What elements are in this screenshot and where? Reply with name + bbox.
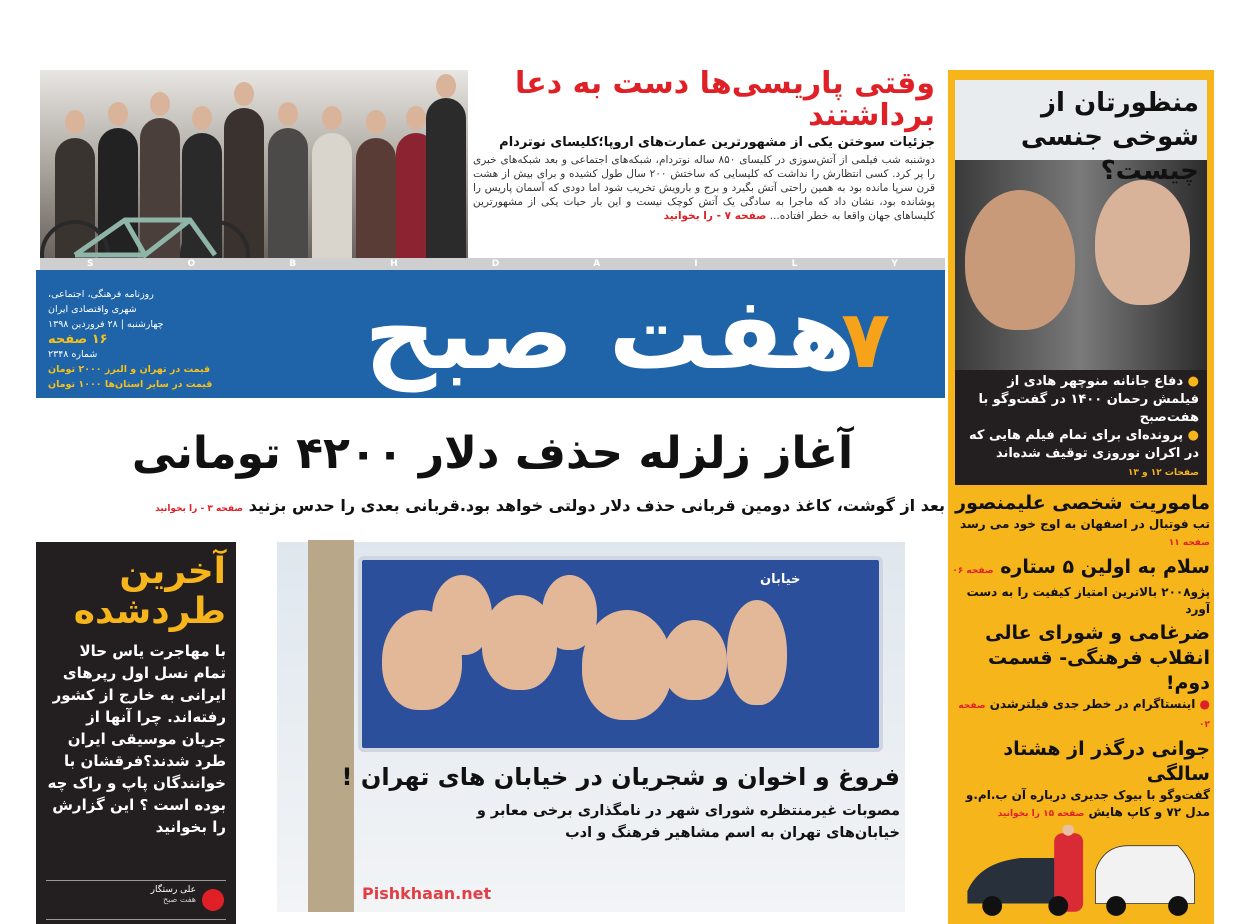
sign-label: خیابان [760,572,801,587]
cartoon-headline[interactable]: فروغ و اخوان و شجریان در خیابان های تهران ! [341,763,900,791]
author-byline [46,880,226,920]
page-ref[interactable]: صفحه ۱۵ را بخوانید [997,809,1085,819]
rap-story-body: با مهاجرت یاس حالا تمام نسل اول رپرهای ایرانی به خارج از کشور رفته‌اند. چرا آنها از جریان موسیقی ایران طرد شدند؟فرقشان با خوانندگان پاپ و راک چه بوده است ؟ این گزارش را بخوانید [47,642,226,836]
strip-letter: S [87,259,94,269]
info-line: شهری واقتصادی ایران [48,304,137,315]
strip-letter: D [491,259,500,269]
rap-story-title[interactable]: آخرین طردشده [73,551,226,632]
strip-letter: B [289,259,297,269]
feature-bullet: ● دفاع جانانه منوچهر هادی از فیلمش رحمان ۱۴۰۰ در گفت‌وگو با هفت‌صبح [978,374,1199,425]
page-ref[interactable]: صفحه ۰۶ [952,566,994,576]
bullet-text: دفاع جانانه منوچهر هادی از فیلمش رحمان ۱۴۰۰ در گفت‌وگو با هفت‌صبح [978,374,1199,425]
feature-bullet: ● پرونده‌ای برای تمام فیلم هایی که در اکران نوروزی توقیف شده‌اند صفحات ۱۲ و ۱۳ [968,428,1199,478]
feature-box [955,80,1207,370]
price-tehran: قیمت در تهران و البرز ۲۰۰۰ تومان [48,364,211,375]
author-publication: هفت صبح [162,895,196,904]
subhead-read-more-link[interactable]: صفحه ۳ - را بخوانید [155,504,244,514]
page-ref[interactable]: صفحه ۰۲ [958,701,1210,730]
watermark: Pishkhaan.net [362,884,492,903]
story-sub: ● اینستاگرام در خطر جدی فیلترشدن صفحه ۰۲ [958,697,1210,730]
paris-body [473,153,935,223]
logo-number: ۷ [841,293,890,386]
strip-letter: A [593,259,601,269]
main-headline[interactable]: آغاز زلزله حذف دلار ۴۲۰۰ تومانی [131,428,854,479]
story-sub [952,787,1210,823]
strip-letter: I [694,259,698,269]
issue-date: چهارشنبه | ۲۸ فروردین ۱۳۹۸ [48,319,164,330]
story-sub-text: گفت‌وگو با بیوک جدیری درباره آن ب.ام.و مدل ۷۲ و کاپ هایش [965,788,1210,819]
story-sub-text: تب فوتبال در اصفهان به اوج خود می رسد [960,517,1210,531]
strip-letter: H [390,259,398,269]
main-subhead [40,496,945,519]
story-title[interactable]: جوانی درگذر از هشتاد سالگی [1003,738,1210,785]
paris-subtitle: جزئیات سوختن یکی از مشهورترین عمارت‌های اروپا؛کلیسای نوتردام [499,135,935,150]
rap-story-box [36,542,236,924]
strip-letter: Y [891,259,898,269]
story-sub-text: اینستاگرام در خطر جدی فیلترشدن [989,697,1196,711]
strip-letter: O [187,259,196,269]
issue-number: شماره ۲۳۴۸ [48,349,98,360]
story-title[interactable]: ضرغامی و شورای عالی انقلاب فرهنگی- قسمت دوم! [985,622,1210,694]
cars-image [952,825,1210,920]
story-title-text: سلام به اولین ۵ ستاره [1000,556,1210,578]
subhead-text: بعد از گوشت، کاغذ دومین قربانی حذف دلار دولتی خواهد بود.قربانی بعدی را حدس بزنید [248,496,945,515]
right-sidebar-content [952,80,1210,920]
story-title[interactable]: ماموریت شخصی علیمنصور [955,492,1210,514]
newspaper-logo[interactable]: هفت صبح [364,275,856,392]
right-stories [952,491,1210,823]
street-sign [358,556,883,752]
story-sub [952,516,1210,552]
author-name: علی رستگار [150,885,196,895]
sign-pole [308,540,354,912]
page-ref[interactable]: صفحه ۱۱ [1168,538,1210,548]
story-sub: پژو۲۰۰۸ بالاترین امتیاز کیفیت را به دست آورد [966,585,1210,616]
feature-title[interactable]: منظورتان از شوخی جنسی چیست؟ [1020,88,1199,186]
strip-letter: L [791,259,798,269]
cartoon-subtitle: مصوبات غیرمنتظره شورای شهر در نامگذاری برخی معابر و خیابان‌های تهران به اسم مشاهیر فرهنگ و ادب [476,803,900,841]
bullet-text: پرونده‌ای برای تمام فیلم هایی که در اکران نوروزی توقیف شده‌اند [968,428,1199,461]
paris-body-text: دوشنبه شب فیلمی از آتش‌سوزی در کلیسای ۸۵۰ ساله نوتردام، شبکه‌های اجتماعی و بعد شبکه‌های خبری را پر کرد. کسی انتظارش را نداشت که کلیسایی که ساختش ۲۰۰ سال طول کشیده و برای بیش از هشت قرن سرپا مانده بود به همین راحتی آتش بگیرد و برج و بارویش تخریب شود اما دودی که آسمان پاریس را پوشانده بود، نشان داد که ماجرا به سادگی یک آتش کوچک نیست و این بار حیات یکی از مشهورترین کلیساهای جهان واقعا به خطر افتاده... [473,154,936,222]
story-title[interactable] [952,555,1210,584]
page-count: ۱۶ صفحه [48,332,108,347]
price-other: قیمت در سایر استان‌ها ۱۰۰۰ تومان [48,379,213,390]
sobh-daily-strip [40,258,945,270]
masthead-info [48,287,248,392]
paris-story [473,68,935,223]
clock-icon [202,889,224,911]
paris-read-more-link[interactable]: صفحه ۷ - را بخوانید [663,210,767,222]
info-line: روزنامه فرهنگی، اجتماعی، [48,289,154,300]
page-ref[interactable]: صفحات ۱۲ و ۱۳ [1127,468,1199,478]
paris-headline[interactable]: وقتی پاریسی‌ها دست به دعا برداشتند [515,66,935,133]
feature-bullets [955,370,1207,485]
feature-photo [955,160,1207,370]
